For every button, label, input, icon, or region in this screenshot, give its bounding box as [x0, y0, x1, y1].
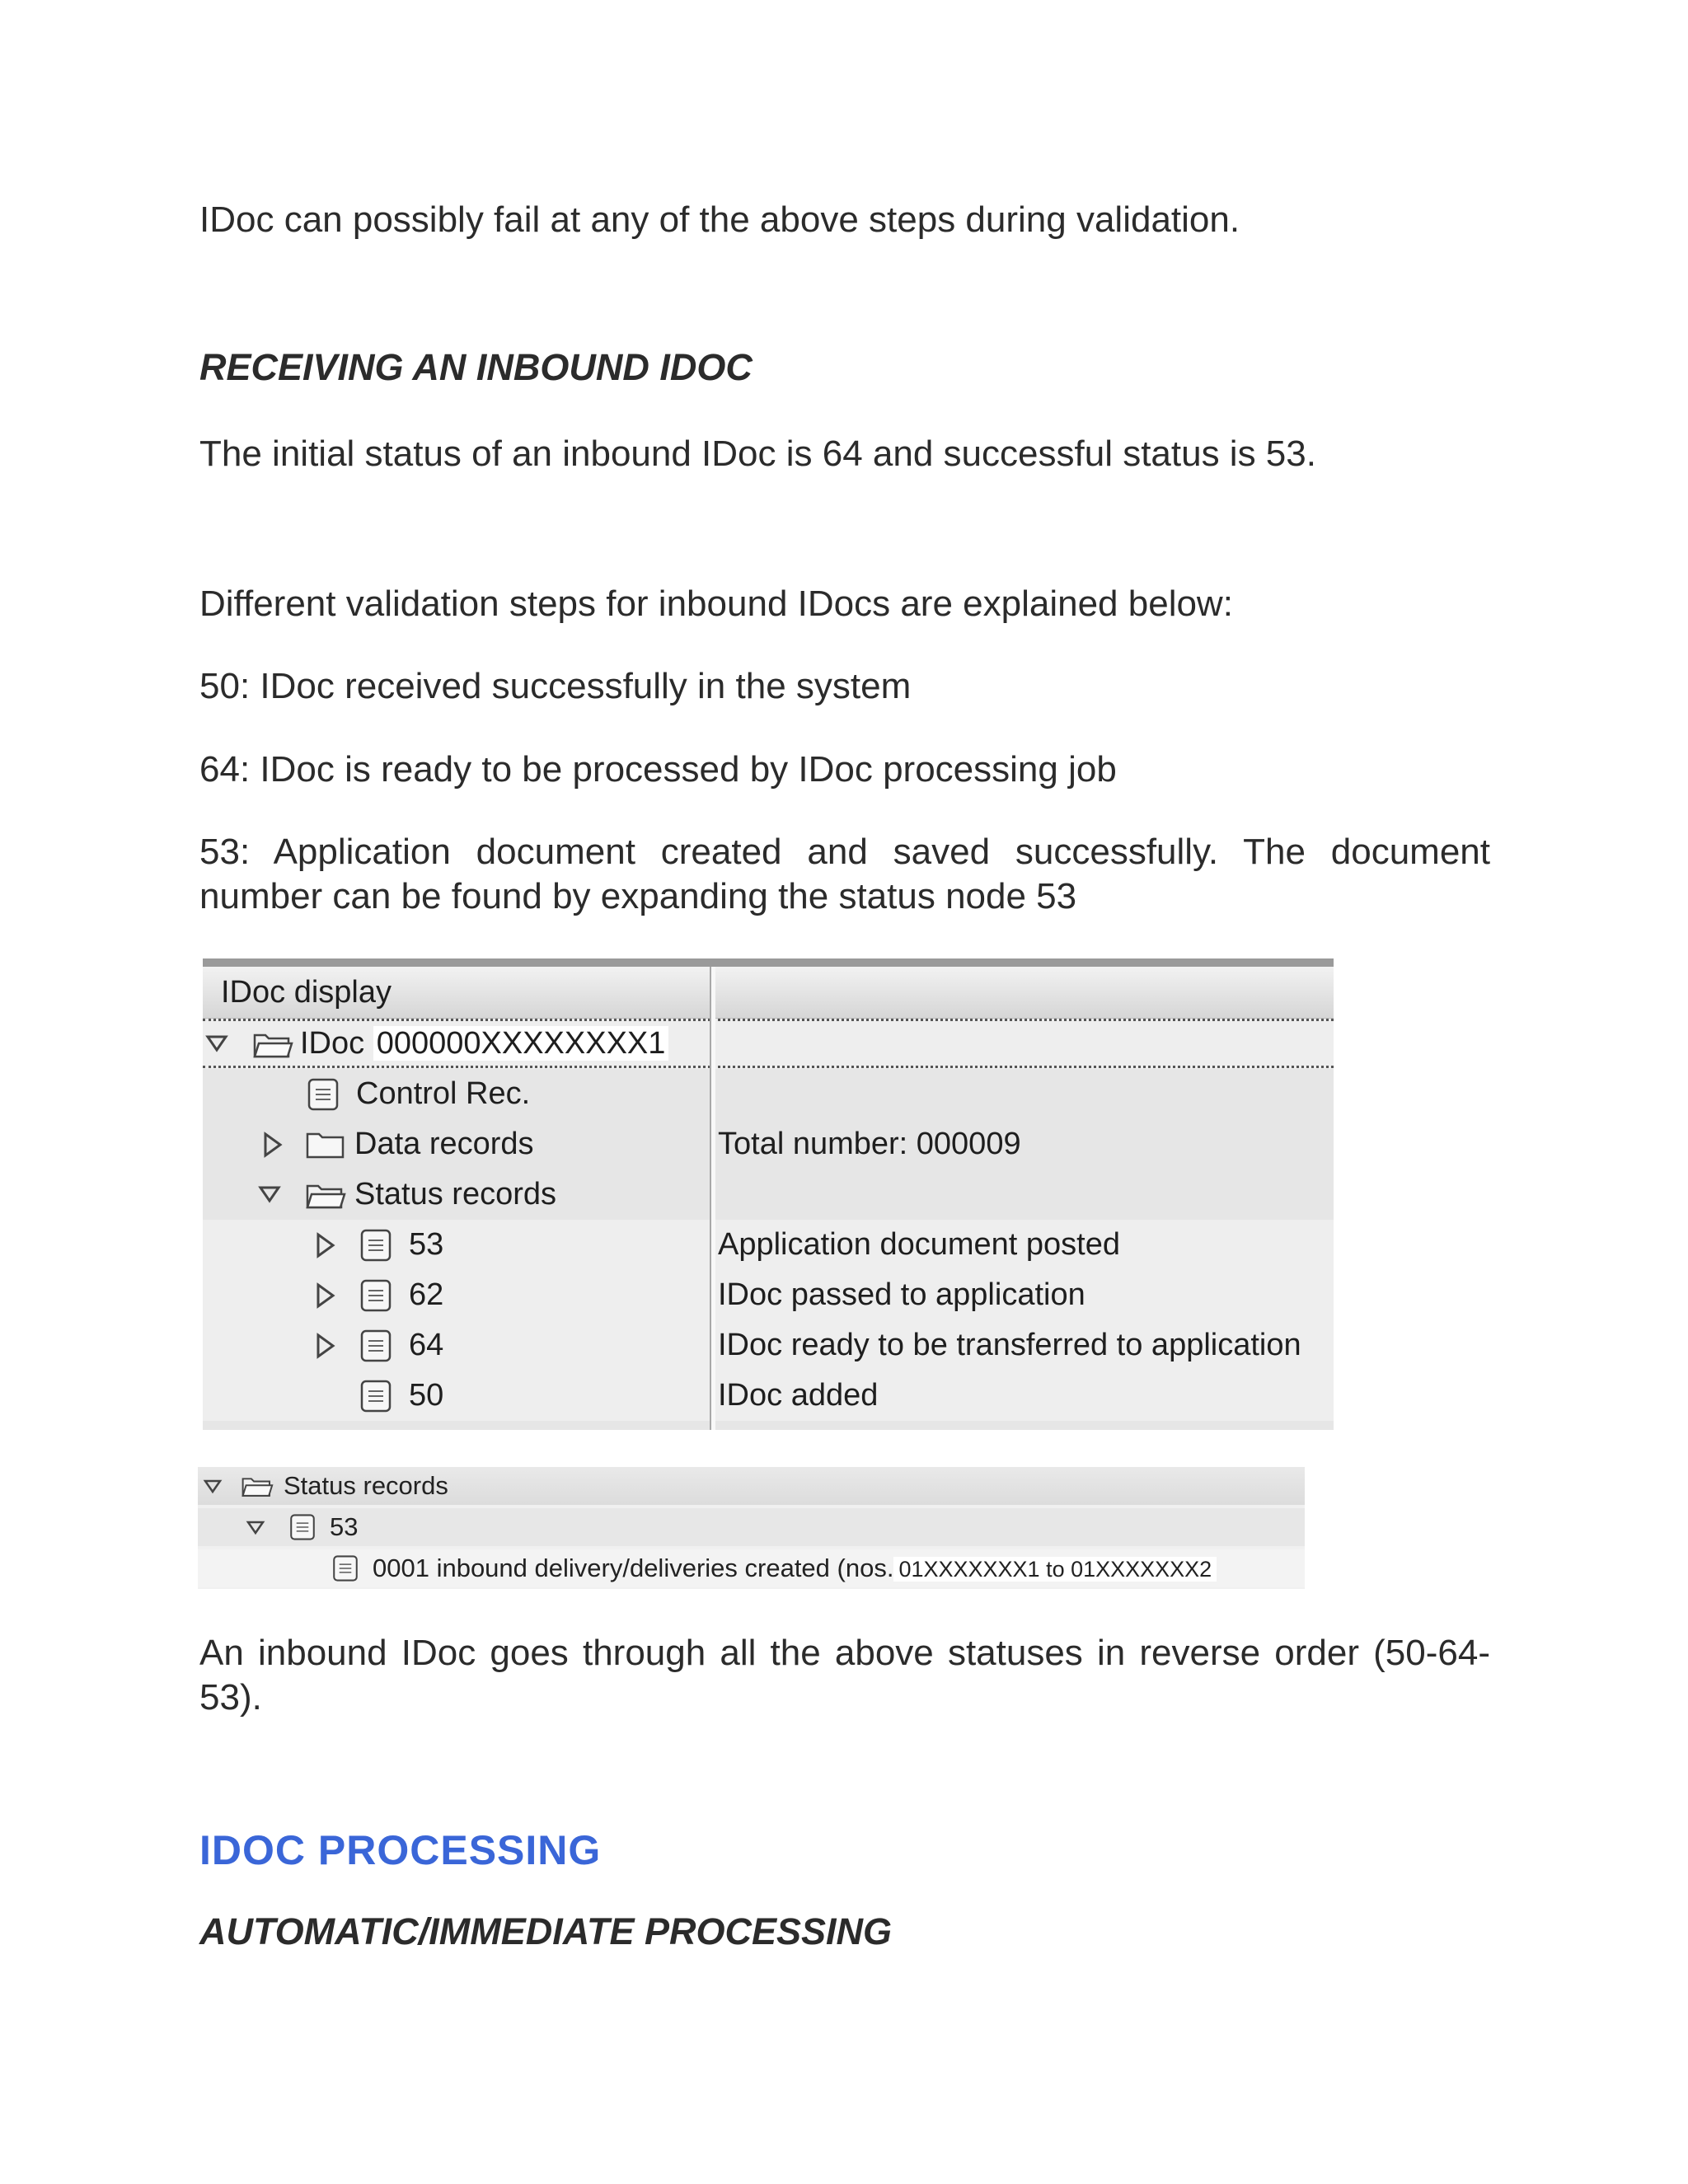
- collapse-triangle-icon[interactable]: [257, 1181, 282, 1206]
- top-border: [203, 958, 1334, 967]
- document-icon: [359, 1228, 392, 1263]
- idoc-display-header: IDoc display: [221, 975, 392, 1010]
- idoc-display-screenshot: [203, 958, 1334, 1430]
- section-heading-idoc-processing: IDOC PROCESSING: [199, 1827, 602, 1873]
- section-heading-receiving: RECEIVING AN INBOUND IDOC: [199, 346, 753, 388]
- status-code: 53: [409, 1227, 444, 1262]
- expand-triangle-icon[interactable]: [313, 1231, 338, 1259]
- tree-row-status-53[interactable]: [203, 1220, 1334, 1270]
- collapse-triangle-icon[interactable]: [203, 1476, 223, 1496]
- status-desc: Application document posted: [718, 1227, 1120, 1262]
- status-desc: IDoc ready to be transferred to application: [718, 1328, 1301, 1362]
- idoc-label: IDoc: [300, 1026, 365, 1061]
- tree-header: [203, 967, 1334, 1019]
- expand-triangle-icon[interactable]: [313, 1282, 338, 1310]
- tree-row-status-records[interactable]: [203, 1169, 1334, 1220]
- summary-paragraph: An inbound IDoc goes through all the above statuses in reverse order (50-64-53).: [199, 1633, 1490, 1718]
- tree-row-status-message[interactable]: [198, 1549, 1305, 1587]
- data-records-label: Data records: [354, 1127, 534, 1161]
- status-code: 50: [409, 1378, 444, 1413]
- selection-outline: [203, 1019, 1334, 1068]
- delivery-numbers: 01XXXXXXX1 to 01XXXXXXX2: [893, 1557, 1217, 1582]
- folder-icon: [305, 1129, 346, 1160]
- step-53-paragraph: 53: Application document created and saved successfully. The document number can be found by expanding the status node 53: [199, 832, 1490, 916]
- document-icon: [331, 1554, 359, 1582]
- document-icon: [359, 1278, 392, 1313]
- tree-row-status-64[interactable]: [203, 1320, 1334, 1371]
- tree-row-data-records[interactable]: [203, 1119, 1334, 1169]
- status-code: 64: [409, 1328, 444, 1362]
- document-icon: [359, 1379, 392, 1413]
- step-64-paragraph: 64: IDoc is ready to be processed by IDoc processing job: [199, 749, 1117, 790]
- status-desc: IDoc added: [718, 1378, 879, 1413]
- status-message: 0001 inbound delivery/deliveries created (nos.: [373, 1554, 894, 1582]
- column-separator: [710, 967, 715, 1430]
- subheading-automatic-processing: AUTOMATIC/IMMEDIATE PROCESSING: [199, 1910, 893, 1952]
- tree-row-status-62[interactable]: [203, 1270, 1334, 1320]
- open-folder-icon: [241, 1474, 274, 1498]
- document-icon: [307, 1077, 340, 1112]
- open-folder-icon: [305, 1179, 346, 1211]
- tree-row-status-50[interactable]: [203, 1371, 1334, 1421]
- expand-triangle-icon[interactable]: [260, 1131, 285, 1159]
- document-icon: [288, 1513, 316, 1541]
- status-records-label: Status records: [284, 1471, 448, 1500]
- tree-row-control-rec[interactable]: [203, 1069, 1334, 1119]
- steps-intro-paragraph: Different validation steps for inbound IDocs are explained below:: [199, 583, 1233, 624]
- intro-paragraph: IDoc can possibly fail at any of the above steps during validation.: [199, 199, 1240, 240]
- data-records-desc: Total number: 000009: [718, 1127, 1021, 1161]
- step-50-paragraph: 50: IDoc received successfully in the system: [199, 666, 912, 706]
- status-code: 53: [330, 1512, 359, 1541]
- tree-row-status-records[interactable]: [198, 1467, 1305, 1505]
- status-code: 62: [409, 1277, 444, 1312]
- status-desc: IDoc passed to application: [718, 1277, 1085, 1312]
- collapse-triangle-icon[interactable]: [246, 1517, 265, 1537]
- expand-triangle-icon[interactable]: [313, 1332, 338, 1360]
- status-detail-screenshot: [198, 1467, 1305, 1589]
- control-rec-label: Control Rec.: [356, 1076, 531, 1111]
- tree-row-status-53[interactable]: [198, 1508, 1305, 1546]
- status-records-label: Status records: [354, 1177, 556, 1212]
- initial-status-paragraph: The initial status of an inbound IDoc is 64 and successful status is 53.: [199, 434, 1316, 474]
- document-icon: [359, 1329, 392, 1363]
- idoc-number: 000000XXXXXXXX1: [373, 1026, 669, 1061]
